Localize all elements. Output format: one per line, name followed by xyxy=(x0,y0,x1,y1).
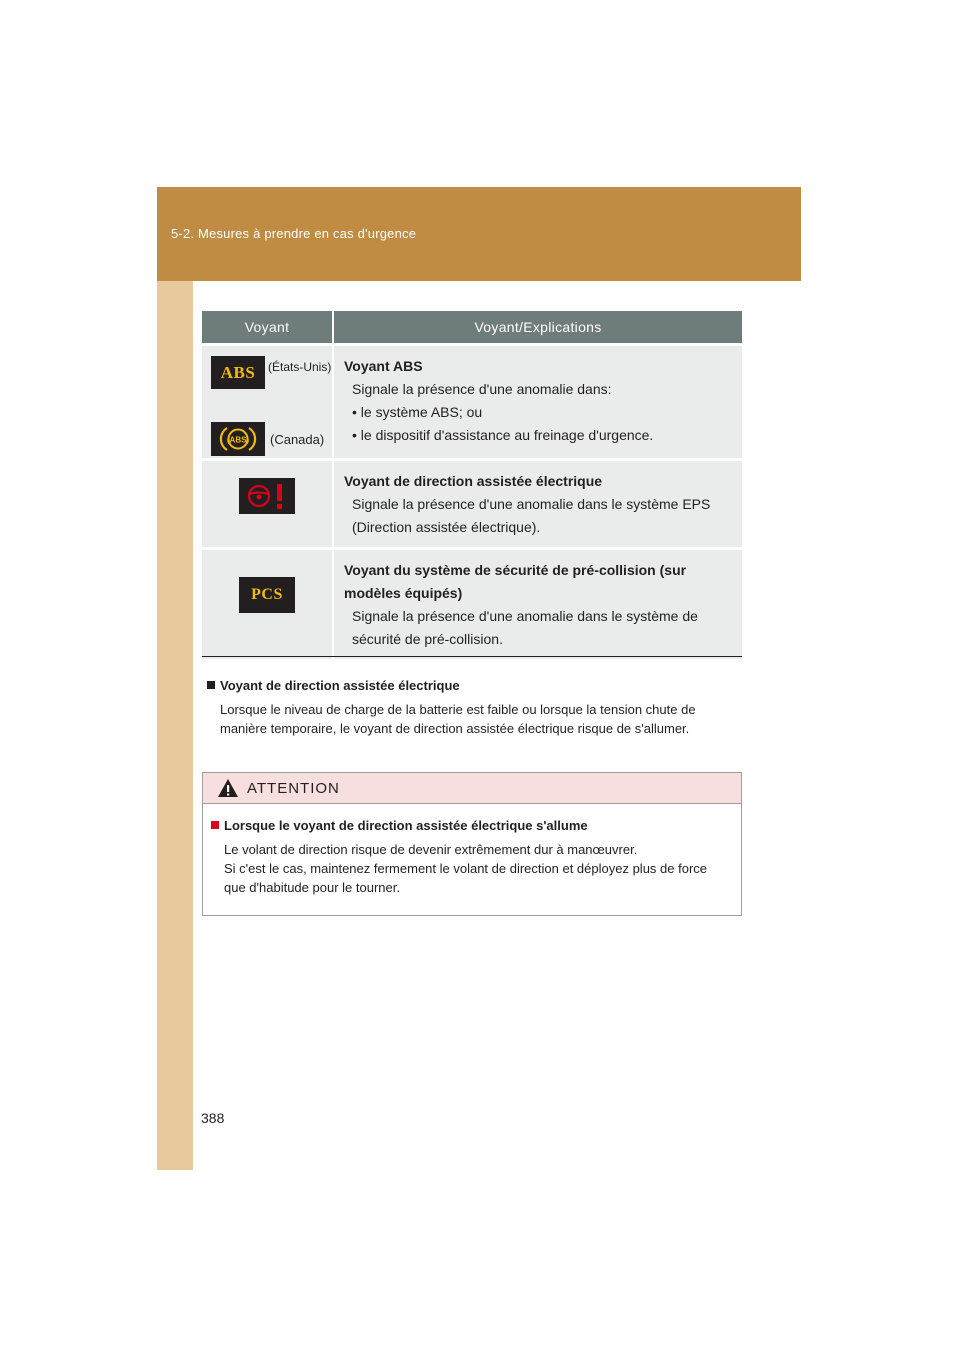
note-line: manière temporaire, le voyant de direction assistée électrique risque de s'allumer. xyxy=(220,721,690,736)
abs-warning-icon xyxy=(211,356,265,389)
attention-content xyxy=(203,804,741,897)
column-header-explications: Voyant/Explications xyxy=(333,311,742,345)
table-header-row xyxy=(202,311,742,345)
note-title xyxy=(207,678,742,693)
explanation-cell xyxy=(333,549,742,660)
bullet-square-icon xyxy=(207,681,215,689)
icon-cell xyxy=(202,345,333,460)
entry-title: modèles équipés) xyxy=(344,585,463,601)
note-line: Lorsque le niveau de charge de la batterie est faible ou lorsque la tension chute de xyxy=(220,702,696,717)
abs-circle-warning-icon xyxy=(211,422,265,456)
icon-cell xyxy=(202,549,333,660)
entry-line: Signale la présence d'une anomalie dans le système EPS xyxy=(352,496,711,512)
explanation-cell xyxy=(333,460,742,549)
attention-line: que d'habitude pour le tourner. xyxy=(224,880,400,895)
note-block xyxy=(207,678,742,738)
table-row xyxy=(202,345,742,460)
pcs-warning-icon xyxy=(239,577,295,613)
attention-line: Le volant de direction risque de devenir extrêmement dur à manœuvrer. xyxy=(224,842,638,857)
entry-line: • le système ABS; ou xyxy=(352,404,483,420)
entry-line: (Direction assistée électrique). xyxy=(352,519,541,535)
section-title: 5-2. Mesures à prendre en cas d'urgence xyxy=(171,226,417,241)
column-header-voyant: Voyant xyxy=(202,311,333,345)
icon-region-label: (Canada) xyxy=(270,432,325,447)
entry-line: • le dispositif d'assistance au freinage d'urgence. xyxy=(352,427,654,443)
attention-line: Si c'est le cas, maintenez fermement le volant de direction et déployez plus de force xyxy=(224,861,708,876)
attention-header xyxy=(203,773,741,804)
page-number: 388 xyxy=(201,1110,225,1126)
abs-icon-text: ABS xyxy=(220,362,256,382)
table-row xyxy=(202,549,742,660)
attention-heading: ATTENTION xyxy=(247,779,340,797)
warning-triangle-icon xyxy=(217,778,239,798)
steering-warning-icon xyxy=(239,478,295,514)
note-title-text: Voyant de direction assistée électrique xyxy=(220,678,460,693)
icon-cell xyxy=(202,460,333,549)
steering-wheel-icon xyxy=(242,480,292,512)
entry-title: Voyant ABS xyxy=(344,358,423,374)
attention-box xyxy=(202,772,742,916)
warning-light-table xyxy=(202,311,742,659)
bullet-square-icon xyxy=(211,821,219,829)
table-row xyxy=(202,460,742,549)
entry-line: Signale la présence d'une anomalie dans: xyxy=(352,381,612,397)
side-band xyxy=(157,187,193,1170)
entry-title: Voyant du système de sécurité de pré-collision (sur xyxy=(344,562,687,578)
attention-item-title xyxy=(211,818,741,833)
attention-item-title-text: Lorsque le voyant de direction assistée électrique s'allume xyxy=(224,818,588,833)
abs-circle-icon xyxy=(218,425,258,453)
explanation-cell xyxy=(333,345,742,460)
note-body xyxy=(207,700,742,738)
icon-region-label: (États-Unis) xyxy=(268,360,332,374)
entry-title: Voyant de direction assistée électrique xyxy=(344,473,603,489)
entry-line: Signale la présence d'une anomalie dans le système de xyxy=(352,608,698,624)
abs-circle-icon-text: (ABS) xyxy=(226,435,250,445)
entry-line: sécurité de pré-collision. xyxy=(352,631,503,647)
section-divider xyxy=(202,656,742,657)
pcs-icon-text: PCS xyxy=(251,586,283,603)
